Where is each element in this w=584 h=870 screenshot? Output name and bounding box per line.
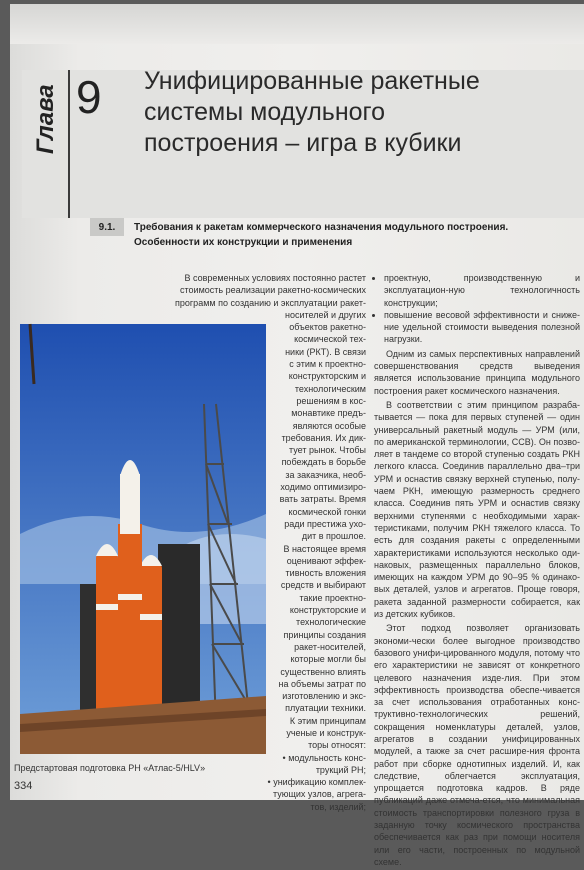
text-line: требования. Их дик-	[281, 432, 366, 443]
section-title-line: Требования к ракетам коммерческого назначения модульного построения.	[134, 222, 509, 233]
chapter-title-line: Унифицированные ракетные	[144, 67, 480, 95]
text-line: оценивают эффек-	[286, 555, 366, 566]
list-item: • проектную, производственную и эксплуатацион-ную технологичность конструкции;	[384, 272, 580, 309]
text-line: которые могли бы	[290, 654, 366, 665]
text-line: носителей и других	[284, 309, 366, 320]
text-line: трукций РН;	[315, 764, 366, 775]
text-line: технологические	[296, 617, 366, 628]
section-title	[134, 220, 574, 250]
text-line: конструкторским и	[288, 371, 366, 382]
book-page	[10, 4, 584, 867]
text-line: принципы создания	[283, 629, 366, 640]
text-line: космической гонки	[288, 506, 366, 517]
text-line: космической тех-	[294, 334, 366, 345]
text-line: вать затраты. Время	[279, 494, 366, 505]
text-line: ради престижа ухо-	[284, 518, 366, 529]
photo-caption: Предстартовая подготовка РН «Атлас-5/HLV»	[14, 763, 206, 773]
text-line: • унификацию комплек-	[267, 777, 366, 788]
text-line: являются особые	[292, 420, 366, 431]
text-line: программ по созданию и эксплуатации ракет-	[175, 297, 366, 308]
text-line: конструкторские и	[289, 605, 366, 616]
text-line: В современных условиях постоянно растет	[184, 273, 366, 283]
text-line: существенно влиять	[280, 666, 366, 677]
text-line: тующих узлов, агрега-	[273, 789, 366, 800]
text-line: технологическим	[294, 383, 366, 394]
top-shadow	[10, 4, 584, 44]
text-line: средств и выбирают	[280, 580, 366, 591]
text-line: объектов ракетно-	[289, 322, 366, 333]
text-line: монавтике предъ-	[291, 408, 366, 419]
text-line: дит в прошлое.	[301, 531, 366, 542]
text-line: с этим к проектно-	[289, 359, 366, 370]
section-number: 9.1.	[90, 218, 124, 236]
text-line: побеждать в борьбе	[281, 457, 366, 468]
text-line: тивность вложения	[285, 568, 366, 579]
right-text-column	[374, 272, 580, 870]
chapter-number: 9	[76, 71, 102, 123]
chapter-title-line: построения – игра в кубики	[144, 129, 462, 157]
text-line: такие проектно-	[299, 592, 366, 603]
left-text-column	[146, 272, 366, 813]
page-number: 334	[14, 780, 33, 792]
text-line: ракет-носителей,	[294, 641, 366, 652]
section-title-line: Особенности их конструкции и применения	[134, 237, 353, 248]
text-line: тов, изделий;	[310, 801, 366, 812]
text-line: на объемы затрат по	[278, 678, 366, 689]
paragraph: В соответствии с этим принципом разраба-тывается — пока для первых ступеней — один универсальный ракетный модуль — УРМ (или, по американской терминологии, ССВ). Он позво-ляет в тандеме со второй ступенью создать РКН легкого класса. Соединив параллельно два–три УРМ и оснастив связку верхней ступенью, полу-чаем РКН, имеющую размерность среднего класса. Соединив пять УРМ и оснастив связку верхними ступенями с необходимыми харак-теристиками, получим РКН тяжелого класса. То есть для создания ракеты с определенными характеристиками используются несколько оди-наковых, размещенных параллельно блоков, имеющих на каждом УРМ до 90–95 % одинако-вых деталей, узлов и агрегатов. Проще говоря, ракета заданной размерности собирается, как из детских кубиков.	[374, 399, 580, 620]
text-line: изготовлению и экс-	[282, 691, 366, 702]
text-line: К этим принципам	[289, 715, 366, 726]
text-line: тует рынок. Чтобы	[289, 445, 366, 456]
text-line: В настоящее время	[283, 543, 366, 554]
text-line: • модульность конс-	[282, 752, 366, 763]
text-line: ходимо оптимизиро-	[280, 482, 366, 493]
text-line: за заказчика, необ-	[285, 469, 366, 480]
requirements-list	[374, 272, 580, 346]
text-line: ники (РКТ). В связи	[285, 346, 366, 357]
text-line: решениям в кос-	[296, 395, 366, 406]
chapter-title-line: системы модульного	[144, 98, 386, 126]
chapter-divider	[68, 70, 70, 218]
list-item: • повышение весовой эффективности и сниже-ние удельной стоимости выведения полезной нагрузки.	[384, 309, 580, 346]
chapter-label: Глава	[32, 84, 59, 154]
text-line: стоимость реализации ракетно-космических	[180, 285, 366, 296]
text-line: плуатации техники.	[285, 703, 366, 714]
paragraph: Одним из самых перспективных направлений совершенствования средств выведения является использование принципа модульного построения ракет космического назначения.	[374, 348, 580, 396]
paragraph: Этот подход позволяет организовать экономи-чески более выгодное производство базового унифи-цированного модуля, потому что его характеристики не зависят от конкретного целевого назначения изде-лия. При этом эффективность производства обеспе-чивается за счет использования отработанных конс-труктивно-технологических решений, сокращения номенклатуры деталей, узлов, агрегатов в создании унифицированных модулей, а также за счет расшире-ния фронта работ при сборке однотипных изделий. И, как следствие, облегчается эксплуатация, упрощается подготовка кадров. В ряде публикаций даже отмеча-ется, что минимальная стоимость транспортировки полезного груза в заданную точку космического пространства обеспечивается как раз при помощи носителя или его части, построенных по модульной схеме.	[374, 623, 580, 867]
text-line: ученые и конструк-	[286, 727, 366, 738]
chapter-title	[144, 66, 564, 159]
text-line: торы относят:	[308, 740, 366, 751]
